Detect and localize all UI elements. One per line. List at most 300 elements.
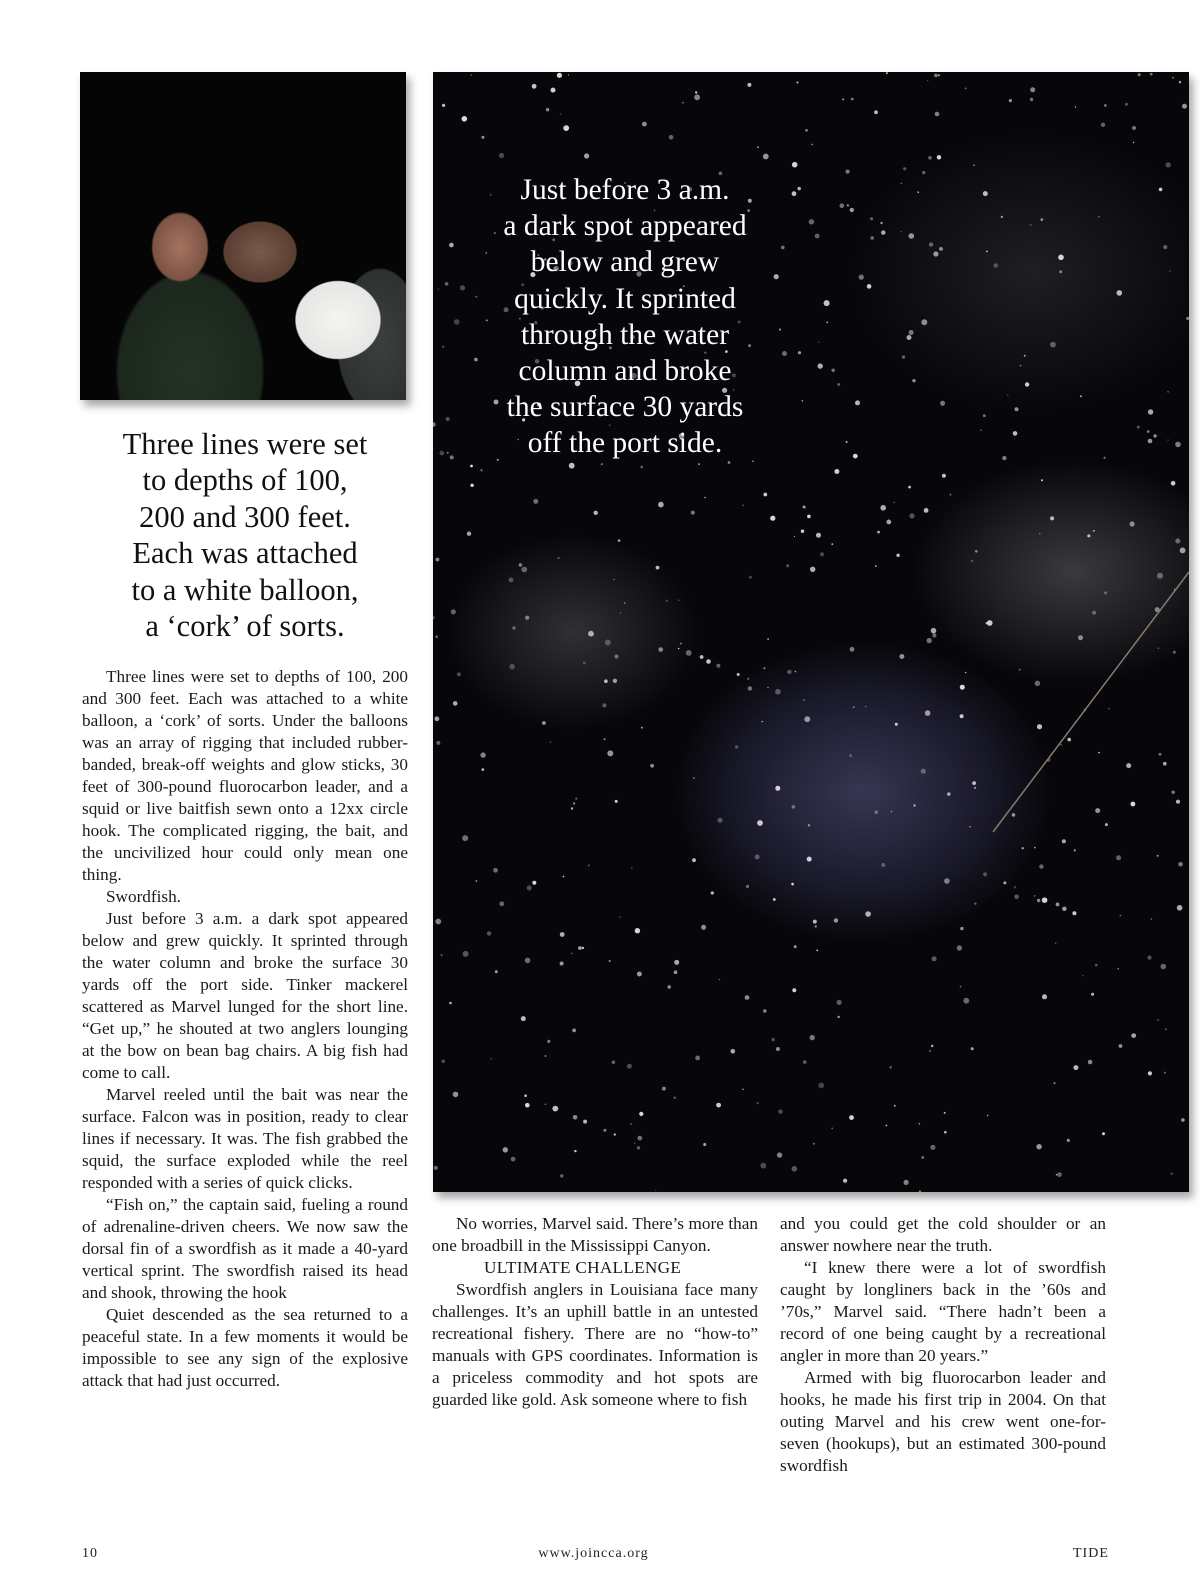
water-droplet (620, 612, 622, 614)
water-droplet (792, 805, 796, 809)
water-droplet (525, 616, 529, 620)
water-droplet (1147, 956, 1151, 960)
water-droplet (547, 1040, 550, 1043)
water-droplet (716, 1103, 721, 1108)
water-droplet (662, 1087, 666, 1091)
water-droplet (545, 1055, 547, 1057)
magazine-name: TIDE (1073, 1546, 1109, 1561)
water-droplet (614, 1133, 616, 1135)
water-droplet (695, 1056, 700, 1061)
body-paragraph: No worries, Marvel said. There’s more than one broadbill in the Mississippi Canyon. (432, 1214, 758, 1255)
water-droplet (850, 647, 855, 652)
body-paragraph: Swordfish anglers in Louisiana face many challenges. It’s an uphill battle in an untested recreational fishery. There are no “how-to” manuals with GPS coordinates. Information is a priceless commodity and hot spots are guarded like gold. Ask someone where to fish (432, 1280, 758, 1409)
water-droplet (960, 685, 965, 690)
water-droplet (674, 960, 679, 965)
water-droplet (584, 153, 589, 158)
water-droplet (921, 319, 927, 325)
water-droplet (678, 599, 680, 601)
water-droplet (1082, 975, 1084, 977)
water-droplet (1108, 708, 1110, 710)
water-droplet (435, 919, 441, 925)
water-droplet (527, 885, 532, 890)
water-droplet (939, 247, 943, 251)
water-droplet (921, 1156, 924, 1159)
water-droplet (706, 659, 711, 664)
water-droplet (922, 171, 925, 174)
water-droplet (1148, 1071, 1152, 1075)
water-droplet (1104, 591, 1107, 594)
water-droplet (1157, 1019, 1159, 1021)
water-droplet (1163, 762, 1167, 766)
water-droplet (509, 578, 514, 583)
water-droplet (763, 154, 769, 160)
water-droplet (1157, 573, 1163, 579)
water-droplet (1092, 611, 1096, 615)
water-droplet (901, 183, 903, 185)
water-droplet (1105, 823, 1108, 826)
water-droplet (837, 1000, 842, 1005)
water-droplet (875, 810, 879, 814)
water-droplet (757, 820, 763, 826)
water-droplet (482, 768, 485, 771)
water-droplet (795, 671, 797, 673)
pull-quote-line: below and grew (530, 246, 720, 279)
water-droplet (737, 673, 740, 676)
water-droplet (470, 465, 473, 468)
water-droplet (881, 230, 885, 234)
water-droplet (874, 110, 878, 114)
water-droplet (909, 233, 915, 239)
water-droplet (462, 116, 468, 122)
water-droplet (695, 91, 697, 93)
water-droplet (950, 494, 952, 496)
water-droplet (573, 1115, 578, 1120)
water-droplet (792, 988, 796, 992)
water-droplet (631, 867, 633, 869)
water-droplet (731, 1049, 736, 1054)
water-droplet (1040, 218, 1043, 221)
water-droplet (1003, 881, 1006, 884)
water-droplet (1148, 439, 1153, 444)
water-droplet (890, 1066, 892, 1068)
water-droplet (794, 945, 797, 948)
water-droplet (453, 1092, 459, 1098)
water-droplet (719, 979, 720, 980)
pull-quote-line: off the port side. (527, 427, 723, 460)
water-droplet (700, 655, 704, 659)
water-droplet (960, 986, 962, 988)
water-droplet (1179, 81, 1181, 83)
water-droplet (797, 82, 799, 84)
water-droplet (1165, 1029, 1166, 1030)
water-droplet (635, 928, 640, 933)
water-droplet (1030, 224, 1032, 226)
water-droplet (1055, 942, 1056, 943)
water-droplet (983, 414, 986, 417)
water-droplet (641, 727, 643, 729)
pull-quote-side (84, 426, 406, 644)
water-droplet (1130, 521, 1135, 526)
water-droplet (761, 721, 763, 723)
water-droplet (574, 1150, 576, 1152)
pull-quote-line: to depths of 100, (142, 463, 348, 498)
water-droplet (578, 946, 582, 950)
water-droplet (1098, 752, 1100, 754)
water-droplet (742, 1089, 744, 1091)
water-droplet (837, 383, 840, 386)
water-droplet (932, 633, 936, 637)
water-droplet (1167, 391, 1169, 393)
water-droplet (1164, 1072, 1166, 1074)
water-droplet (877, 531, 880, 534)
water-droplet (1178, 862, 1183, 867)
water-droplet (450, 455, 454, 459)
water-droplet (511, 1157, 516, 1162)
water-droplet (447, 452, 449, 454)
water-droplet (624, 602, 626, 604)
water-droplet (957, 945, 962, 950)
water-droplet (1062, 839, 1066, 843)
water-droplet (755, 855, 760, 860)
water-droplet (909, 513, 914, 518)
footer-url: www.joincca.org (538, 1546, 649, 1561)
water-droplet (560, 113, 562, 115)
water-droplet (1080, 395, 1082, 397)
water-droplet (542, 721, 546, 725)
water-droplet (467, 532, 471, 536)
water-droplet (532, 84, 537, 89)
water-droplet (787, 670, 791, 674)
water-droplet (1125, 103, 1128, 106)
section-subhead: ULTIMATE CHALLENGE (484, 1258, 682, 1277)
water-droplet (1158, 648, 1159, 649)
water-droplet (771, 1038, 774, 1041)
water-droplet (627, 1064, 632, 1069)
water-droplet (792, 1166, 798, 1172)
water-droplet (808, 824, 810, 826)
water-droplet (575, 797, 577, 799)
water-droplet (630, 1123, 632, 1125)
water-droplet (859, 275, 864, 280)
pull-quote-line: 200 and 300 feet. (139, 499, 351, 534)
water-droplet (805, 129, 808, 132)
water-droplet (550, 741, 552, 743)
water-droplet (1009, 99, 1012, 102)
water-droplet (1050, 516, 1054, 520)
water-droplet (927, 638, 932, 643)
water-droplet (1025, 382, 1029, 386)
water-droplet (1138, 73, 1141, 76)
water-droplet (907, 335, 912, 340)
water-droplet (594, 511, 598, 515)
water-droplet (1067, 738, 1071, 742)
water-droplet (993, 263, 998, 268)
water-droplet (588, 864, 590, 866)
water-droplet (682, 102, 683, 103)
water-droplet (694, 94, 700, 100)
water-droplet (1172, 791, 1175, 794)
article-column-1 (82, 666, 408, 1392)
water-droplet (582, 947, 584, 949)
water-droplet (814, 925, 817, 928)
water-droplet (931, 628, 937, 634)
water-droplet (1172, 77, 1174, 79)
water-droplet (612, 1061, 615, 1064)
water-droplet (803, 506, 806, 509)
water-droplet (901, 231, 902, 232)
water-droplet (853, 454, 858, 459)
water-droplet (944, 878, 950, 884)
water-droplet (886, 520, 891, 525)
water-droplet (850, 208, 854, 212)
water-droplet (903, 167, 906, 170)
water-droplet (605, 640, 611, 646)
water-droplet (680, 643, 682, 645)
water-droplet (1034, 895, 1035, 896)
water-droplet (457, 672, 461, 676)
water-droplet (971, 1047, 974, 1050)
water-droplet (1012, 813, 1016, 817)
water-droplet (1002, 456, 1006, 460)
water-droplet (760, 1163, 766, 1169)
water-droplet (1039, 864, 1043, 868)
water-droplet (441, 954, 443, 956)
water-droplet (820, 552, 824, 556)
water-droplet (1150, 73, 1153, 76)
water-droplet (983, 872, 987, 876)
water-droplet (491, 1058, 493, 1060)
water-droplet (440, 451, 445, 456)
water-droplet (972, 781, 976, 785)
water-droplet (798, 187, 801, 190)
water-droplet (921, 769, 926, 774)
water-droplet (919, 1190, 921, 1192)
water-droplet (1057, 1172, 1062, 1177)
water-droplet (639, 1112, 643, 1116)
pull-quote-line: column and broke (518, 355, 732, 388)
water-droplet (434, 1166, 438, 1170)
water-droplet (1177, 905, 1183, 911)
water-droplet (693, 777, 695, 779)
water-droplet (1095, 808, 1100, 813)
water-droplet (637, 972, 642, 977)
body-paragraph: Just before 3 a.m. a dark spot appeared below and grew quickly. It sprinted through the water column and broke the surface 30 yards off the port side. Tinker mackerel scattered as Marvel lunged for the short line. “Get up,” he shouted at two anglers lounging at the bow on bean bag chairs. A big fish had come to call. (82, 909, 408, 1082)
water-droplet (944, 1112, 946, 1114)
water-droplet (716, 664, 720, 668)
water-droplet (698, 463, 700, 465)
water-droplet (1151, 918, 1153, 920)
water-droplet (749, 576, 752, 579)
water-droplet (1042, 994, 1047, 999)
body-paragraph: Armed with big fluorocarbon leader and hooks, he made his first trip in 2004. On that outing Marvel and his crew went one-for-seven (hookups), but an estimated 300-pound swordfish (780, 1368, 1106, 1475)
water-droplet (807, 857, 812, 862)
water-droplet (1030, 87, 1035, 92)
water-droplet (475, 880, 477, 882)
water-droplet (974, 787, 976, 789)
water-droplet (503, 1147, 508, 1152)
water-droplet (560, 1174, 563, 1177)
water-droplet (602, 703, 606, 707)
pull-quote-line: Three lines were set (122, 427, 368, 461)
water-droplet (937, 155, 941, 159)
water-droplet (1119, 1044, 1123, 1048)
water-droplet (846, 441, 848, 443)
water-droplet (1182, 104, 1187, 109)
water-droplet (495, 970, 498, 973)
water-droplet (557, 73, 562, 78)
water-droplet (880, 222, 882, 224)
pull-quote-line: a ‘cork’ of sorts. (145, 609, 345, 644)
pull-quote-line: to a white balloon, (131, 572, 359, 607)
water-droplet (983, 191, 988, 196)
water-droplet (1167, 439, 1168, 440)
water-droplet (908, 486, 911, 489)
water-droplet (853, 706, 855, 708)
water-droplet (613, 679, 617, 683)
water-droplet (912, 379, 915, 382)
water-droplet (552, 1106, 558, 1112)
water-droplet (451, 609, 456, 614)
water-droplet (634, 1143, 635, 1144)
water-droplet (533, 499, 538, 504)
water-droplet (493, 868, 498, 873)
water-droplet (763, 667, 765, 669)
water-droplet (545, 1104, 546, 1105)
water-droplet (747, 83, 751, 87)
water-droplet (572, 1029, 576, 1033)
water-droplet (1058, 255, 1064, 261)
water-droplet (481, 136, 484, 139)
water-droplet (717, 818, 722, 823)
water-droplet (613, 579, 615, 581)
water-droplet (826, 322, 828, 324)
water-droplet (840, 203, 845, 208)
water-droplet (748, 686, 752, 690)
water-droplet (917, 191, 919, 193)
water-droplet (678, 648, 680, 650)
water-droplet (1169, 270, 1171, 272)
pull-quote-line: through the water (520, 318, 730, 351)
water-droplet (745, 995, 750, 1000)
water-droplet (655, 1190, 656, 1191)
water-droplet (811, 144, 813, 146)
water-droplet (1075, 106, 1076, 107)
water-droplet (1091, 993, 1094, 996)
water-droplet (583, 662, 586, 665)
water-droplet (583, 1120, 587, 1124)
water-droplet (944, 1131, 947, 1134)
water-droplet (563, 125, 569, 131)
water-droplet (1131, 1033, 1136, 1038)
water-droplet (619, 916, 621, 918)
water-droplet (847, 204, 849, 206)
water-droplet (532, 881, 536, 885)
water-droplet (818, 363, 823, 368)
water-droplet (666, 600, 668, 602)
water-droplet (792, 191, 797, 196)
water-droplet (880, 505, 886, 511)
water-droplet (446, 417, 450, 421)
water-droplet (686, 650, 692, 656)
water-droplet (886, 72, 888, 74)
water-droplet (1104, 104, 1107, 107)
water-droplet (767, 638, 769, 640)
water-droplet (436, 558, 440, 562)
water-droplet (1153, 434, 1156, 437)
water-droplet (870, 217, 873, 220)
water-droplet (1088, 1060, 1093, 1065)
water-droplet (563, 876, 565, 878)
water-droplet (809, 219, 814, 224)
water-droplet (831, 543, 833, 545)
water-droplet (987, 620, 993, 626)
water-droplet (573, 802, 575, 804)
water-droplet (442, 346, 444, 348)
water-droplet (1171, 1173, 1173, 1175)
water-droplet (1078, 635, 1083, 640)
water-droplet (735, 745, 738, 748)
water-droplet (525, 1103, 530, 1108)
water-droplet (777, 1152, 782, 1157)
water-droplet (637, 1136, 642, 1141)
water-droplet (463, 951, 469, 957)
water-droplet (763, 1009, 766, 1012)
water-droplet (987, 1115, 988, 1116)
water-droplet (1102, 1132, 1105, 1135)
water-droplet (1161, 964, 1167, 970)
water-droplet (1034, 847, 1036, 849)
water-droplet (604, 679, 608, 683)
water-droplet (804, 716, 810, 722)
water-droplet (843, 1179, 847, 1183)
water-droplet (1180, 548, 1186, 554)
water-droplet (798, 351, 801, 354)
water-droplet (842, 98, 844, 100)
water-droplet (971, 560, 973, 562)
water-droplet (569, 463, 575, 469)
water-droplet (930, 1145, 935, 1150)
water-droplet (1132, 126, 1136, 130)
article-column-3 (780, 1213, 1106, 1477)
water-droplet (1014, 895, 1019, 900)
water-droplet (803, 1060, 807, 1064)
water-droplet (433, 422, 436, 427)
water-droplet (831, 369, 835, 373)
pull-quote-line: Just before 3 a.m. (520, 174, 730, 206)
water-droplet (773, 898, 776, 901)
water-droplet (1166, 162, 1171, 167)
water-droplet (1014, 886, 1016, 888)
water-droplet (470, 74, 472, 76)
water-droplet (436, 741, 440, 745)
water-droplet (1050, 342, 1056, 348)
water-droplet (558, 557, 560, 559)
water-droplet (925, 710, 931, 716)
water-droplet (1001, 216, 1003, 218)
water-droplet (1159, 753, 1162, 756)
water-droplet (704, 497, 705, 498)
water-droplet (896, 554, 899, 557)
water-droplet (960, 714, 964, 718)
water-droplet (942, 474, 946, 478)
water-droplet (904, 1180, 909, 1185)
pull-quote-main (460, 172, 790, 462)
water-droplet (1116, 855, 1121, 860)
body-paragraph: “I knew there were a lot of swordfish caught by longliners back in the ’60s and ’70s,” Marvel said. “There hadn’t been a record of one being caught by a recreational angler in more than 20 years.” (780, 1258, 1106, 1365)
water-droplet (1159, 188, 1163, 192)
body-paragraph: Swordfish. (106, 887, 181, 906)
water-droplet (1133, 142, 1134, 143)
